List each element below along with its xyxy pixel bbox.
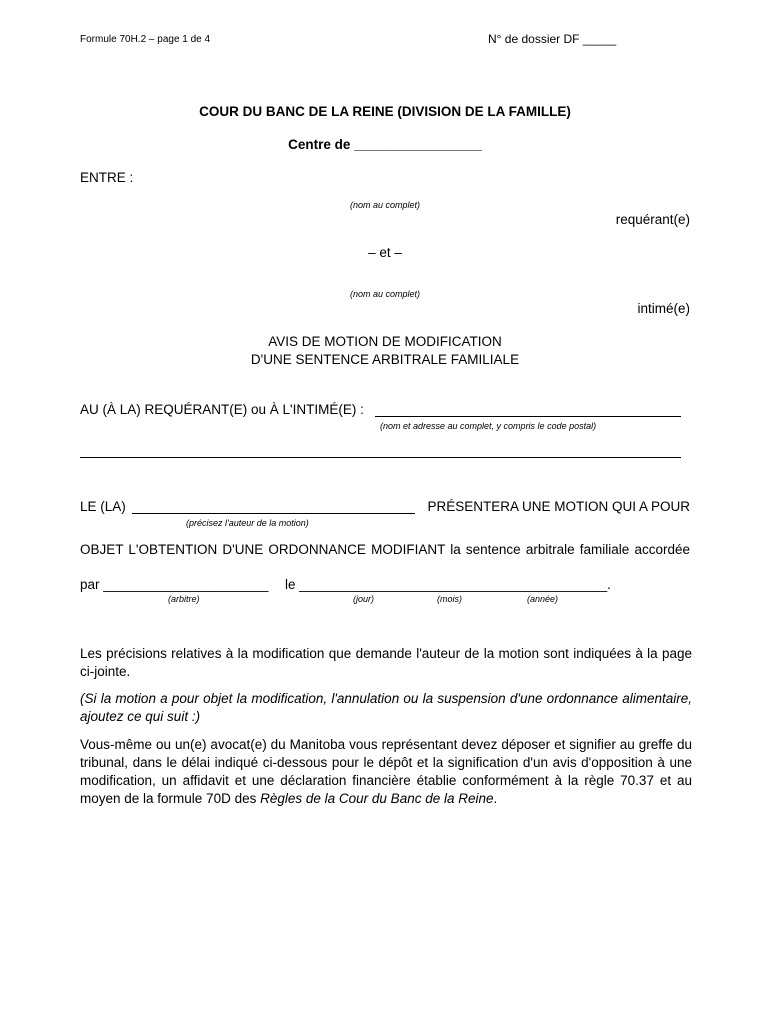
file-number: N° de dossier DF _____ bbox=[488, 32, 617, 46]
addressee-second-line[interactable] bbox=[80, 445, 681, 458]
rules-title: Règles de la Cour du Banc de la Reine bbox=[260, 791, 494, 806]
petitioner-hint: (nom au complet) bbox=[349, 200, 421, 210]
and-separator: – et – bbox=[368, 245, 402, 260]
presentera-text: PRÉSENTERA UNE MOTION QUI A POUR bbox=[427, 499, 690, 514]
objet-line: OBJET L'OBTENTION D'UNE ORDONNANCE MODIFIANT la sentence arbitrale familiale accordée bbox=[80, 542, 690, 557]
author-hint: (précisez l'auteur de la motion) bbox=[186, 518, 309, 528]
petitioner-role: requérant(e) bbox=[615, 212, 690, 227]
addressee-label: AU (À LA) REQUÉRANT(E) ou À L'INTIMÉ(E) : bbox=[80, 402, 364, 417]
filing-instructions bbox=[80, 736, 692, 808]
par-arbitre: par ______________________ bbox=[80, 577, 269, 592]
notice-title-line2: D'UNE SENTENCE ARBITRALE FAMILIALE bbox=[250, 352, 520, 367]
mois-hint: (mois) bbox=[437, 594, 462, 604]
filing-instructions-end: . bbox=[493, 791, 498, 806]
respondent-role: intimé(e) bbox=[637, 301, 690, 316]
support-order-note: (Si la motion a pour objet la modification, l'annulation ou la suspension d'une ordonnance alimentaire, ajoutez ce qui suit :) bbox=[80, 691, 692, 724]
filing-instructions-main: Vous-même ou un(e) avocat(e) du Manitoba vous représentant devez déposer et signifier au greffe du tribunal, dans le délai indiqué ci-dessous pour le dépôt et la signification d'un avis d'opposition à une modification, un affidavit et une déclaration financière établie conformément à la règle 70.37 et au moyen de la formule 70D des bbox=[80, 737, 692, 806]
addressee-blank-line[interactable] bbox=[375, 403, 681, 417]
le-la-label: LE (LA) bbox=[80, 499, 126, 514]
notice-title-line1: AVIS DE MOTION DE MODIFICATION bbox=[268, 334, 502, 349]
court-title: COUR DU BANC DE LA REINE (DIVISION DE LA FAMILLE) bbox=[199, 104, 571, 119]
addressee-hint: (nom et adresse au complet, y compris le code postal) bbox=[380, 421, 597, 431]
le-date: le _________________________________________. bbox=[285, 577, 611, 592]
centre-line: Centre de _________________ bbox=[288, 137, 482, 152]
respondent-hint: (nom au complet) bbox=[349, 289, 421, 299]
arbitre-hint: (arbitre) bbox=[168, 594, 200, 604]
jour-hint: (jour) bbox=[353, 594, 375, 604]
details-paragraph: Les précisions relatives à la modification que demande l'auteur de la motion sont indiquées à la page ci-jointe. bbox=[80, 646, 692, 679]
annee-hint: (année) bbox=[527, 594, 559, 604]
between-label: ENTRE : bbox=[80, 170, 134, 185]
form-label: Formule 70H.2 – page 1 de 4 bbox=[80, 34, 211, 45]
motion-author-line[interactable] bbox=[132, 500, 415, 514]
